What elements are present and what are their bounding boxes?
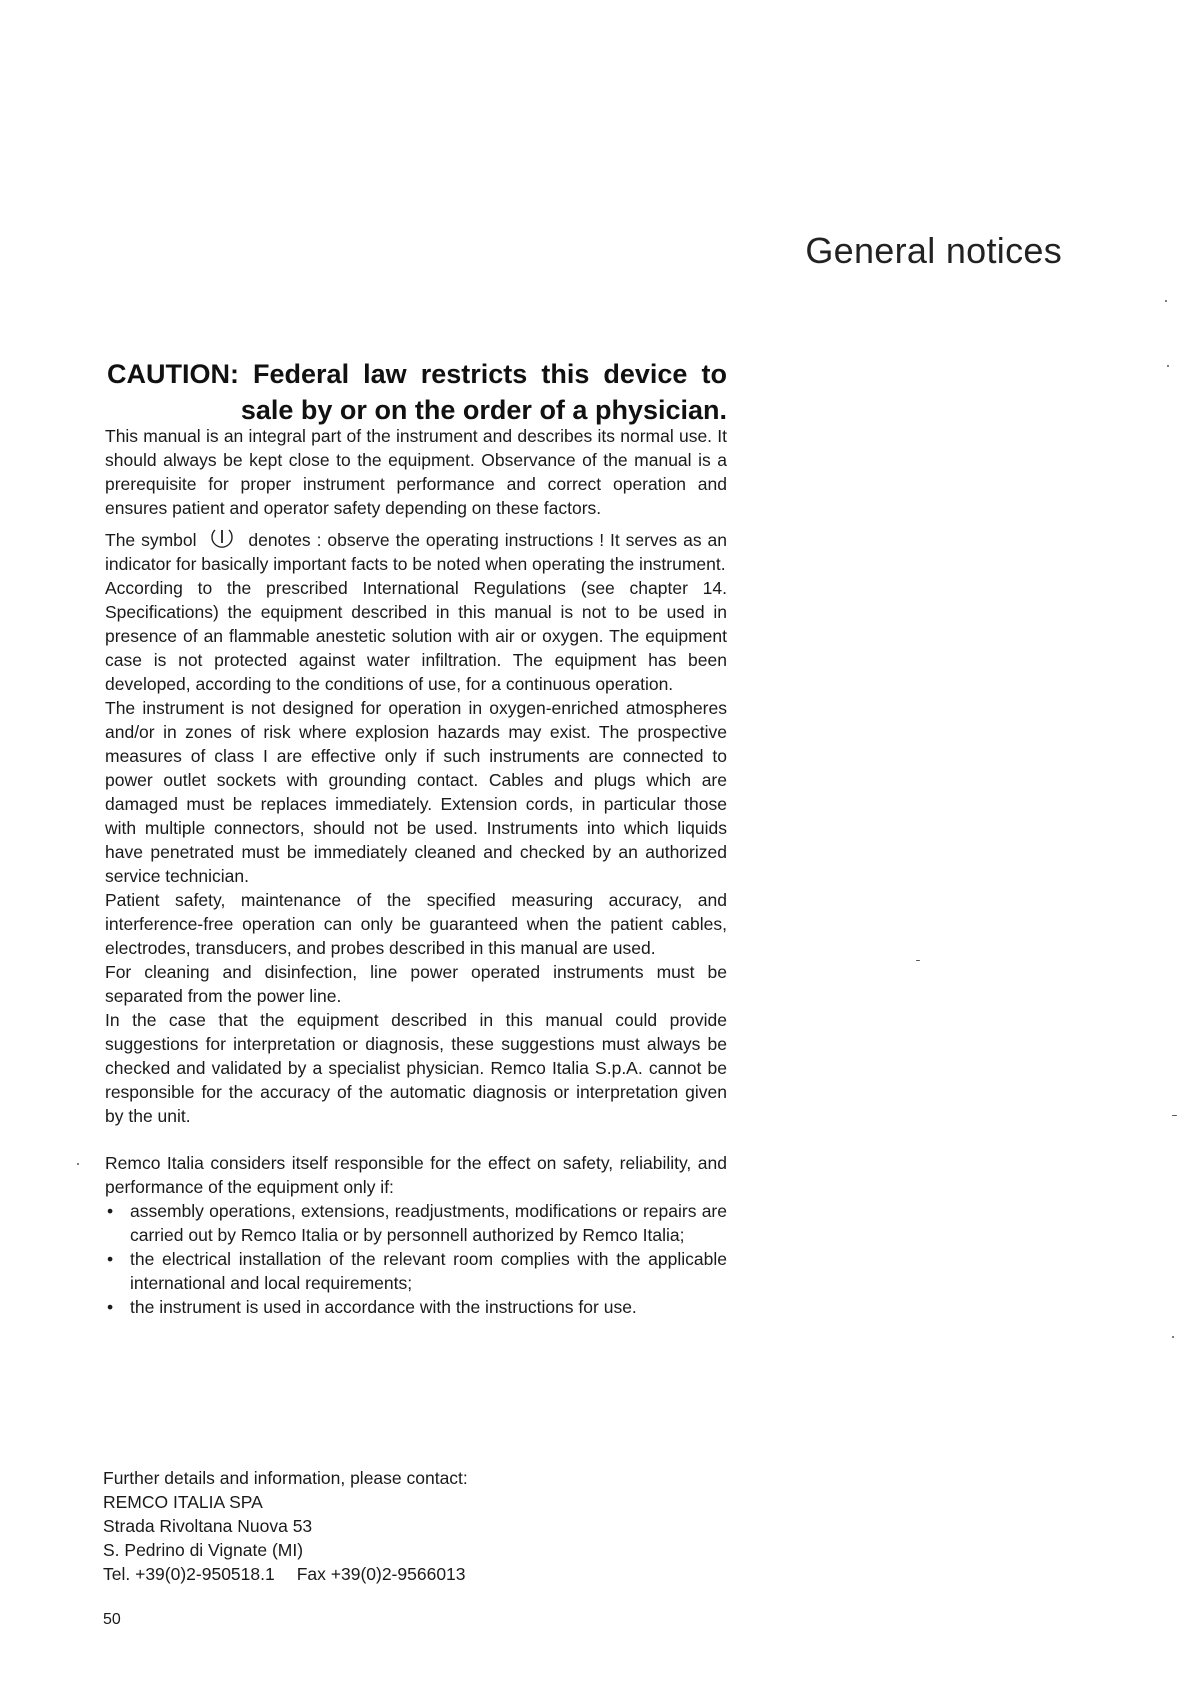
notice-body <box>105 424 727 1319</box>
section-title: General notices <box>805 230 1062 271</box>
caution-heading <box>107 356 727 428</box>
list-item: • the instrument is used in accordance with the instructions for use. <box>105 1295 727 1319</box>
city-address: S. Pedrino di Vignate (MI) <box>103 1540 304 1560</box>
scan-speck <box>1172 1115 1177 1116</box>
patient-safety-paragraph: Patient safety, maintenance of the specified measuring accuracy, and interference-free operation can only be guaranteed when the patient cables, electrodes, transducers, and probes described in this manual are used. <box>105 890 727 958</box>
symbol-paragraph <box>105 526 727 576</box>
scan-speck <box>1167 365 1169 367</box>
street-address: Strada Rivoltana Nuova 53 <box>103 1516 313 1536</box>
cleaning-paragraph: For cleaning and disinfection, line power operated instruments must be separated from the power line. <box>105 962 727 1006</box>
oxygen-paragraph: The instrument is not designed for operation in oxygen-enriched atmospheres and/or in zones of risk where explosion hazards may exist. The prospective measures of class I are effective only if such instruments are connected to power outlet sockets with grounding contact. Cables and plugs which are damaged must be replaces immediately. Extension cords, in particular those with multiple connectors, should not be used. Instruments into which liquids have penetrated must be immediately cleaned and checked by an authorized service technician. <box>105 698 727 886</box>
scan-speck <box>1172 1336 1174 1338</box>
info-i-icon <box>208 526 236 552</box>
telephone: Tel. +39(0)2-950518.1 <box>103 1564 275 1584</box>
scan-speck <box>916 960 920 961</box>
scan-speck <box>1165 300 1167 302</box>
list-item: • assembly operations, extensions, readjustments, modifications or repairs are carried out by Remco Italia or by personnell authorized by Remco Italia; <box>105 1199 727 1247</box>
fax: Fax +39(0)2-9566013 <box>296 1564 466 1584</box>
caution-line-2: sale by or on the order of a physician. <box>240 395 727 425</box>
regulations-paragraph: According to the prescribed International Regulations (see chapter 14. Specifications) the equipment described in this manual is not to be used in presence of an flammable anestetic solution with air or oxygen. The equipment case is not protected against water infiltration. The equipment has been developed, according to the conditions of use, for a continuous operation. <box>105 578 727 694</box>
page-number: 50 <box>103 1611 121 1628</box>
symbol-text-after: denotes : observe the operating instructions ! It serves as an indicator for basically important facts to be noted when operating the instrument. <box>105 530 727 574</box>
scan-speck <box>77 1163 79 1165</box>
contact-lead: Further details and information, please contact: <box>103 1468 468 1488</box>
diagnosis-paragraph: In the case that the equipment described in this manual could provide suggestions for interpretation or diagnosis, these suggestions must always be checked and validated by a specialist physician. Remco Italia S.p.A. cannot be responsible for the accuracy of the automatic diagnosis or interpretation given by the unit. <box>105 1010 727 1126</box>
conditions-list <box>105 1199 727 1319</box>
symbol-text-before: The symbol <box>105 530 197 550</box>
company-name: REMCO ITALIA SPA <box>103 1492 263 1512</box>
responsibility-paragraph: Remco Italia considers itself responsible for the effect on safety, reliability, and performance of the equipment only if: <box>105 1153 727 1197</box>
phone-fax-row <box>103 1562 468 1586</box>
intro-paragraph: This manual is an integral part of the instrument and describes its normal use. It should always be kept close to the equipment. Observance of the manual is a prerequisite for proper instrument performance and correct operation and ensures patient and operator safety depending on these factors. <box>105 426 727 518</box>
caution-line-1: CAUTION: Federal law restricts this device to <box>107 359 727 389</box>
list-item: • the electrical installation of the relevant room complies with the applicable international and local requirements; <box>105 1247 727 1295</box>
contact-block <box>103 1466 468 1586</box>
